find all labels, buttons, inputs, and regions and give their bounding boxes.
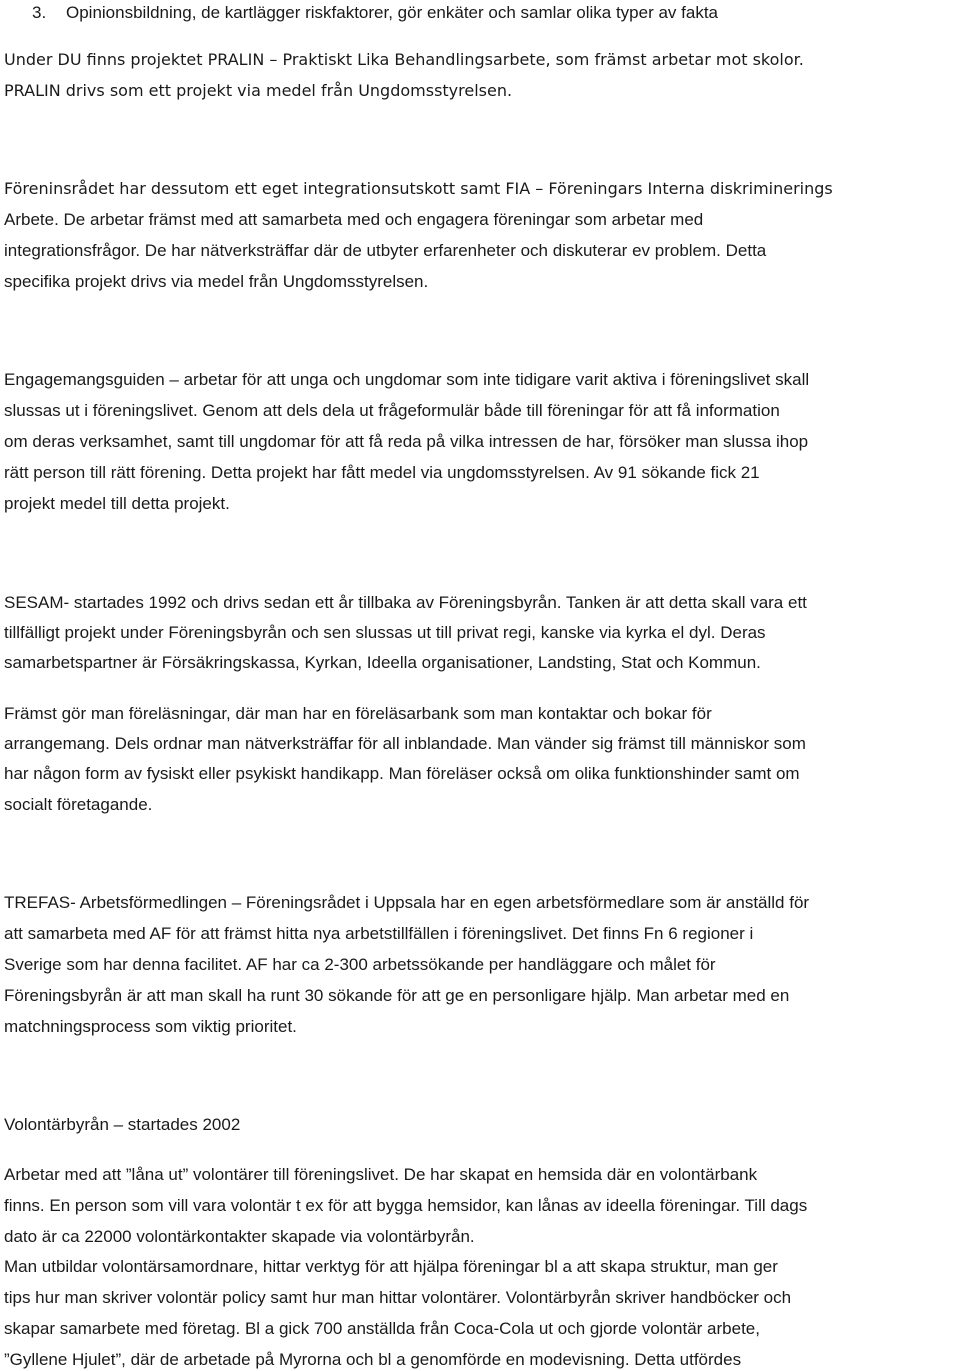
text-line: Engagemangsguiden – arbetar för att unga och ungdomar som inte tidigare varit aktiva i föreningslivet skall xyxy=(4,370,810,389)
text-line: dato är ca 22000 volontärkontakter skapade via volontärbyrån. xyxy=(4,1227,475,1246)
text-line: matchningsprocess som viktig prioritet. xyxy=(4,1017,297,1036)
text-line: Arbete. De arbetar främst med att samarbeta med och engagera föreningar som arbetar med xyxy=(4,210,704,229)
text-line: Sverige som har denna facilitet. AF har ca 2-300 arbetssökande per handläggare och målet för xyxy=(4,955,716,974)
subheading-volontarbyran: Volontärbyrån – startades 2002 xyxy=(4,1115,241,1134)
text-line: socialt företagande. xyxy=(4,795,153,814)
text-line: projekt medel till detta projekt. xyxy=(4,494,230,513)
text-line: PRALIN drivs som ett projekt via medel från Ungdomsstyrelsen. xyxy=(4,81,513,100)
heading-number: 3. xyxy=(32,3,47,22)
text-line: har någon form av fysiskt eller psykiskt handikapp. Man föreläser också om olika funktionshinder samt om xyxy=(4,764,800,783)
text-line: slussas ut i föreningslivet. Genom att dels dela ut frågeformulär både till föreningar för att få information xyxy=(4,401,780,420)
text-line: integrationsfrågor. De har nätverksträffar där de utbyter erfarenheter och diskuterar ev problem. Detta xyxy=(4,241,767,260)
text-line: tips hur man skriver volontär policy samt hur man hittar volontärer. Volontärbyrån skriver handböcker och xyxy=(4,1288,792,1307)
section-heading: Opinionsbildning, de kartlägger riskfaktorer, gör enkäter och samlar olika typer av fakta xyxy=(66,3,718,22)
text-line: om deras verksamhet, samt till ungdomar för att få reda på vilka intressen de har, försöker man slussa ihop xyxy=(4,432,809,451)
text-line: Föreninsrådet har dessutom ett eget integrationsutskott samt FIA – Föreningars Interna diskriminerings xyxy=(4,179,833,198)
text-line: specifika projekt drivs via medel från Ungdomsstyrelsen. xyxy=(4,272,429,291)
text-line: SESAM- startades 1992 och drivs sedan ett år tillbaka av Föreningsbyrån. Tanken är att detta skall vara ett xyxy=(4,593,807,612)
text-line: arrangemang. Dels ordnar man nätverksträffar för all inblandade. Man vänder sig främst till människor som xyxy=(4,734,806,753)
text-line: finns. En person som vill vara volontär t ex för att bygga hemsidor, kan lånas av ideella föreningar. Till dags xyxy=(4,1196,808,1215)
text-line: Föreningsbyrån är att man skall ha runt 30 sökande för att ge en personligare hjälp. Man arbetar med en xyxy=(4,986,790,1005)
text-line: att samarbeta med AF för att främst hitta nya arbetstillfällen i föreningslivet. Det finns Fn 6 regioner i xyxy=(4,924,754,943)
text-line: Under DU finns projektet PRALIN – Praktiskt Lika Behandlingsarbete, som främst arbetar mot skolor. xyxy=(4,50,804,69)
text-line: rätt person till rätt förening. Detta projekt har fått medel via ungdomsstyrelsen. Av 91 sökande fick 21 xyxy=(4,463,760,482)
text-line: Arbetar med att ”låna ut” volontärer till föreningslivet. De har skapat en hemsida där en volontärbank xyxy=(4,1165,758,1184)
text-line: ”Gyllene Hjulet”, där de arbetade på Myrorna och bl a genomförde en modevisning. Detta utfördes xyxy=(4,1350,742,1369)
text-line: tillfälligt projekt under Föreningsbyrån och sen slussas ut till privat regi, kanske via kyrka el dyl. Deras xyxy=(4,623,766,642)
text-line: TREFAS- Arbetsförmedlingen – Föreningsrådet i Uppsala har en egen arbetsförmedlare som är anställd för xyxy=(4,893,810,912)
text-line: skapar samarbete med företag. Bl a gick 700 anställda från Coca-Cola ut och gjorde volontär arbete, xyxy=(4,1319,760,1338)
text-line: Främst gör man föreläsningar, där man har en föreläsarbank som man kontaktar och bokar för xyxy=(4,704,712,723)
text-line: Man utbildar volontärsamordnare, hittar verktyg för att hjälpa föreningar bl a att skapa struktur, man ger xyxy=(4,1257,778,1276)
text-line: samarbetspartner är Försäkringskassa, Kyrkan, Ideella organisationer, Landsting, Stat och Kommun. xyxy=(4,653,761,672)
